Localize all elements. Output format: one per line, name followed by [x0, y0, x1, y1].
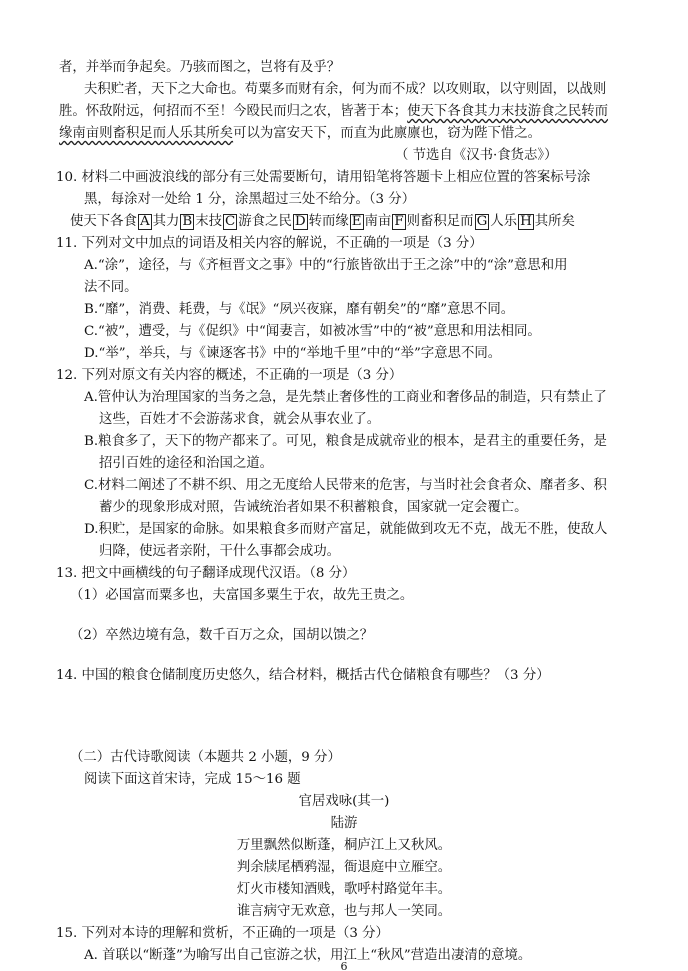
- q10-segment: 则畜积足而: [406, 214, 474, 229]
- q15-option-a: A. 首联以“断蓬”为喻写出自己宦游之状，用江上“秋风”营造出凄清的意境。: [84, 948, 532, 963]
- q10-segment: 使天下各食: [70, 214, 137, 229]
- passage-line-3-plain: 胜。怀敌附远，何招而不至！今殴民而归之农，皆著于本；: [59, 104, 408, 119]
- q12-option-a: A.管仲认为治理国家的当务之急，是先禁止奢侈性的工商业和奢侈品的制造，只有禁止了: [84, 390, 607, 405]
- q13-sentence-2: （2）卒然边境有急，数千百万之众，国胡以馈之？: [70, 628, 374, 643]
- poem-line-1: 万里飘然似断蓬，桐庐江上又秋风。: [236, 838, 452, 853]
- q11-option-a: A.“涂”，途径，与《齐桓晋文之事》中的“行旅皆欲出于王之涂”中的“涂”意思和用: [84, 258, 568, 273]
- q10-stem-2: 黑，每涂对一处给 1 分，涂黑超过三处不给分。（3 分）: [84, 192, 416, 207]
- q12-option-d-cont: 归降，使远者亲附，干什么事都会成功。: [99, 544, 341, 559]
- passage-source: （ 节选自《汉书·食货志》）: [395, 148, 558, 163]
- q10-marker-c[interactable]: C: [225, 214, 236, 229]
- q10-segment: 其所矣: [534, 214, 575, 229]
- q12-option-a-cont: 这些，百姓才不会游荡求食，就会从事农业了。: [99, 412, 381, 427]
- q11-stem: 11. 下列对文中加点的词语及相关内容的解说，不正确的一项是（3 分）: [56, 236, 483, 251]
- q11-option-a-cont: 法不同。: [84, 280, 138, 295]
- q12-option-b: B.粮食多了，天下的物产都来了。可见，粮食是成就帝业的根本，是君主的重要任务，是: [84, 434, 607, 449]
- wavy-underline-text: 使天下各食其力末技游食之民转而: [407, 104, 609, 119]
- q10-marker-a[interactable]: A: [139, 214, 150, 229]
- poem-line-2: 判余牍尾栖鸦湿，衙退庭中立雁空。: [236, 860, 452, 875]
- passage-line-1: 者，并举而争起矣。乃骇而图之，岂将有及乎？: [59, 60, 341, 75]
- q10-segment: 转而缘: [308, 214, 349, 229]
- poem-line-3: 灯火市楼知酒贱，歌呼村路觉年丰。: [236, 882, 452, 897]
- q12-option-d: D.积贮，是国家的命脉。如果粮食多而财产富足，就能做到攻无不克，战无不胜，使敌人: [84, 522, 608, 537]
- q11-option-d: D.“举”，举兵，与《谏逐客书》中的“举地千里”中的“举”字意思不同。: [84, 346, 502, 361]
- poetry-intro: 阅读下面这首宋诗，完成 15～16 题: [84, 772, 301, 787]
- q10-options: [70, 212, 575, 232]
- passage-line-2: 夫积贮者，天下之大命也。苟粟多而财有余，何为而不成？以攻则取，以守则固，以战则: [84, 82, 607, 97]
- q13-sentence-1: （1）必国富而粟多也，夫富国多粟生于农，故先王贵之。: [70, 588, 414, 603]
- q10-marker-d[interactable]: D: [294, 214, 306, 229]
- q10-marker-b[interactable]: B: [182, 214, 193, 229]
- q15-stem: 15. 下列对本诗的理解和赏析，不正确的一项是（3 分）: [56, 926, 389, 941]
- poetry-section-heading: （二）古代诗歌阅读（本题共 2 小题，9 分）: [70, 750, 341, 765]
- q10-segment: 其力: [152, 214, 180, 229]
- q12-option-c-cont: 蓄少的现象形成对照，告诫统治者如果不积蓄粮食，国家就一定会覆亡。: [99, 500, 528, 515]
- q10-marker-h[interactable]: H: [520, 214, 532, 229]
- q11-option-c: C.“被”，遭受，与《促织》中“闻妻言，如被冰雪”中的“被”意思和用法相同。: [84, 324, 541, 339]
- page-number: 6: [340, 962, 348, 971]
- q12-option-c: C.材料二阐述了不耕不织、用之无度给人民带来的危害，与当时社会食者众、靡者多、积: [84, 478, 607, 493]
- poem-line-4: 谁言病守无欢意，也与邦人一笑同。: [236, 904, 452, 919]
- q10-segment: 人乐: [490, 214, 518, 229]
- q10-segment: 南亩: [364, 214, 392, 229]
- wavy-underline-text: 缘南亩则畜积足而人乐其所矣: [59, 126, 234, 141]
- q11-option-b: B.“靡”，消费、耗费，与《氓》“夙兴夜寐，靡有朝矣”的“靡”意思不同。: [84, 302, 515, 317]
- q12-stem: 12. 下列对原文有关内容的概述，不正确的一项是（3 分）: [56, 368, 403, 383]
- poem-author: 陆游: [330, 816, 358, 831]
- q10-marker-f[interactable]: F: [394, 214, 404, 229]
- q10-stem-1: 10. 材料二中画波浪线的部分有三处需要断句，请用铅笔将答题卡上相应位置的答案标号涂: [56, 170, 591, 185]
- q10-segment: 末技: [195, 214, 223, 229]
- q14-stem: 14. 中国的粮食仓储制度历史悠久，结合材料，概括古代仓储粮食有哪些？（3 分）: [56, 668, 550, 683]
- passage-line-3: [59, 102, 608, 122]
- poem-title: 官居戏咏(其一): [298, 794, 390, 809]
- q13-stem: 13. 把文中画横线的句子翻译成现代汉语。（8 分）: [56, 566, 356, 581]
- q10-segment: 游食之民: [238, 214, 292, 229]
- q10-marker-e[interactable]: E: [351, 214, 362, 229]
- passage-line-4-plain: 可以为富安天下，而直为此廪廪也，窃为陛下惜之。: [233, 126, 542, 141]
- q12-option-b-cont: 招引百姓的途径和治国之道。: [99, 456, 274, 471]
- passage-line-4: [59, 124, 541, 144]
- q10-marker-g[interactable]: G: [476, 214, 488, 229]
